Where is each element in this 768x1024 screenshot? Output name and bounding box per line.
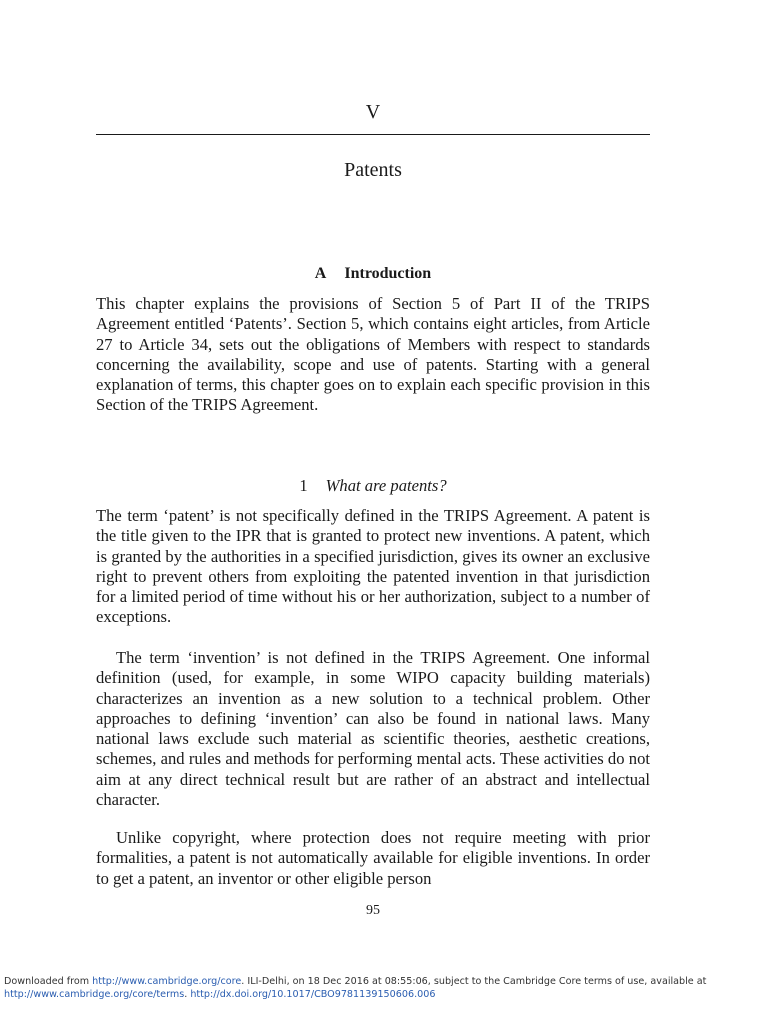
- subsection-heading: [96, 476, 650, 496]
- body-paragraph-3: Unlike copyright, where protection does not require meeting with prior formalities, a patent is not automatically available for eligible inventions. In order to get a patent, an inventor or other eligible person: [96, 828, 650, 888]
- footer-middle-text: . ILI-Delhi, on 18 Dec 2016 at 08:55:06, subject to the Cambridge Core terms of use, available at: [241, 976, 707, 987]
- intro-paragraph: This chapter explains the provisions of Section 5 of Part II of the TRIPS Agreement entitled ‘Patents’. Section 5, which contains eight articles, from Article 27 to Article 34, sets out the obligations of Members with respect to standards concerning the availability, scope and use of patents. Starting with a general explanation of terms, this chapter goes on to explain each specific provision in this Section of the TRIPS Agreement.: [96, 294, 650, 415]
- subsection-number: 1: [299, 476, 308, 495]
- body-paragraph-2: The term ‘invention’ is not defined in the TRIPS Agreement. One informal definition (used, for example, in some WIPO capacity building materials) characterizes an invention as a new solution to a technical problem. Other approaches to defining ‘invention’ can also be found in national laws. Many national laws exclude such material as scientific theories, aesthetic creations, schemes, and rules and methods for performing mental acts. These activities do not aim at any direct technical result but are rather of an abstract and intellectual character.: [96, 648, 650, 810]
- page-number: 95: [366, 903, 380, 918]
- section-heading: [96, 264, 650, 284]
- doi-link[interactable]: http://dx.doi.org/10.1017/CBO9781139150606.006: [190, 989, 436, 1000]
- download-footer: [4, 975, 764, 1001]
- chapter-rule: [96, 134, 650, 135]
- chapter-number: V: [365, 101, 381, 123]
- body-paragraph-1: The term ‘patent’ is not specifically defined in the TRIPS Agreement. A patent is the title given to the IPR that is granted to protect new inventions. A patent, which is granted by the authorities in a specified jurisdiction, gives its owner an exclusive right to prevent others from exploiting the patented invention in that jurisdiction for a limited period of time without his or her authorization, subject to a number of exceptions.: [96, 506, 650, 627]
- footer-separator: .: [184, 989, 191, 1000]
- subsection-title: What are patents?: [325, 476, 447, 495]
- cambridge-core-link[interactable]: http://www.cambridge.org/core: [92, 976, 242, 987]
- section-letter: A: [314, 265, 327, 282]
- footer-prefix: Downloaded from: [4, 976, 93, 987]
- chapter-title: Patents: [344, 159, 402, 181]
- section-title: Introduction: [344, 265, 432, 282]
- terms-link[interactable]: http://www.cambridge.org/core/terms: [4, 989, 185, 1000]
